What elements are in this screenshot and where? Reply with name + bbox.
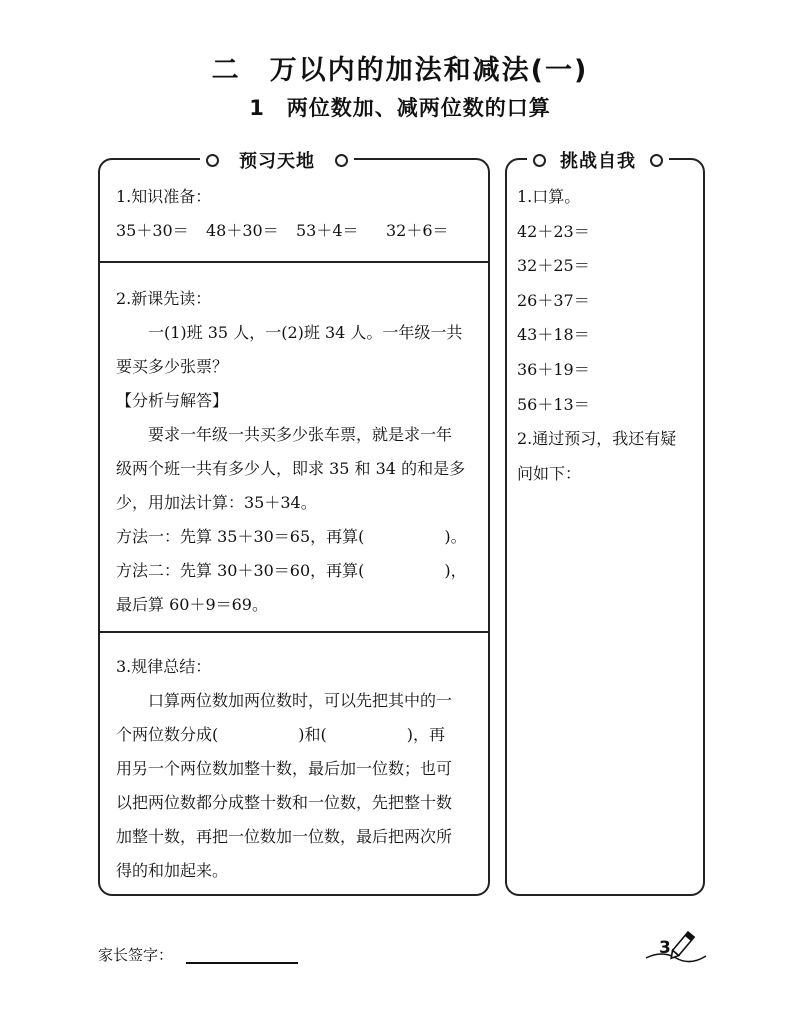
analysis-text: 要求一年级一共买多少张车票，就是求一年 <box>148 425 453 444</box>
question-text: 问如下： <box>517 463 582 483</box>
parent-signature-label: 家长签字： <box>98 946 174 964</box>
equation: 42＋23＝ <box>517 221 590 241</box>
lesson-title: 1 两位数加、减两位数的口算 <box>249 96 551 120</box>
preview-panel-heading <box>200 146 354 174</box>
ring-icon <box>335 154 348 167</box>
problem-text: 要买多少张票？ <box>116 357 229 376</box>
equation: 36＋19＝ <box>517 359 590 379</box>
challenge-panel <box>505 151 705 896</box>
summary-section <box>116 650 476 888</box>
preview-panel <box>98 151 490 896</box>
summary-text: 加整十数，再把一位数加一位数，最后把两次所 <box>116 827 453 846</box>
equation: 56＋13＝ <box>517 394 590 414</box>
analysis-label: 【分析与解答】 <box>116 391 229 410</box>
knowledge-label: 1.知识准备： <box>116 187 212 206</box>
equation: 35＋30＝ <box>116 221 189 240</box>
pencil-icon <box>642 928 714 968</box>
summary-text: 用另一个两位数加整十数，最后加一位数；也可 <box>116 759 453 778</box>
analysis-text: 少，用加法计算：35＋34。 <box>116 493 317 512</box>
equation: 32＋25＝ <box>517 256 590 276</box>
knowledge-section <box>116 180 476 248</box>
signature-line[interactable] <box>186 962 298 964</box>
challenge-section <box>517 180 697 491</box>
summary-text: 个两位数分成( )和( )，再 <box>116 725 445 744</box>
new-lesson-section <box>116 282 476 622</box>
question-text: 2.通过预习，我还有疑 <box>517 429 677 449</box>
oral-label: 1.口算。 <box>517 187 581 206</box>
method-one: 方法一：先算 35＋30＝65，再算( )。 <box>116 527 467 546</box>
equation: 48＋30＝ <box>206 221 279 240</box>
knowledge-equations <box>116 214 476 248</box>
section-divider <box>100 261 488 263</box>
ring-icon <box>533 154 546 167</box>
ring-icon <box>206 154 219 167</box>
chapter-title: 二 万以内的加法和减法(一) <box>211 55 589 86</box>
new-lesson-label: 2.新课先读： <box>116 289 212 308</box>
summary-label: 3.规律总结： <box>116 657 212 676</box>
method-two-continued: 最后算 60＋9＝69。 <box>116 595 268 614</box>
analysis-text: 级两个班一共有多少人，即求 35 和 34 的和是多 <box>116 459 466 478</box>
page-number: 3 <box>659 938 671 958</box>
equation: 53＋4＝ <box>296 221 359 240</box>
summary-text: 口算两位数加两位数时，可以先把其中的一 <box>148 691 453 710</box>
method-two: 方法二：先算 30＋30＝60，再算( )， <box>116 561 467 580</box>
equation: 26＋37＝ <box>517 290 590 310</box>
preview-heading-text: 预习天地 <box>239 151 315 172</box>
challenge-heading-text: 挑战自我 <box>560 151 636 172</box>
ring-icon <box>650 154 663 167</box>
challenge-panel-heading <box>527 146 669 174</box>
section-divider <box>100 631 488 633</box>
summary-text: 以把两位数都分成整十数和一位数，先把整十数 <box>116 793 453 812</box>
equation: 43＋18＝ <box>517 325 590 345</box>
summary-text: 得的和加起来。 <box>116 861 229 880</box>
equation: 32＋6＝ <box>386 221 449 240</box>
problem-text: 一(1)班 35 人，一(2)班 34 人。一年级一共 <box>148 323 463 342</box>
